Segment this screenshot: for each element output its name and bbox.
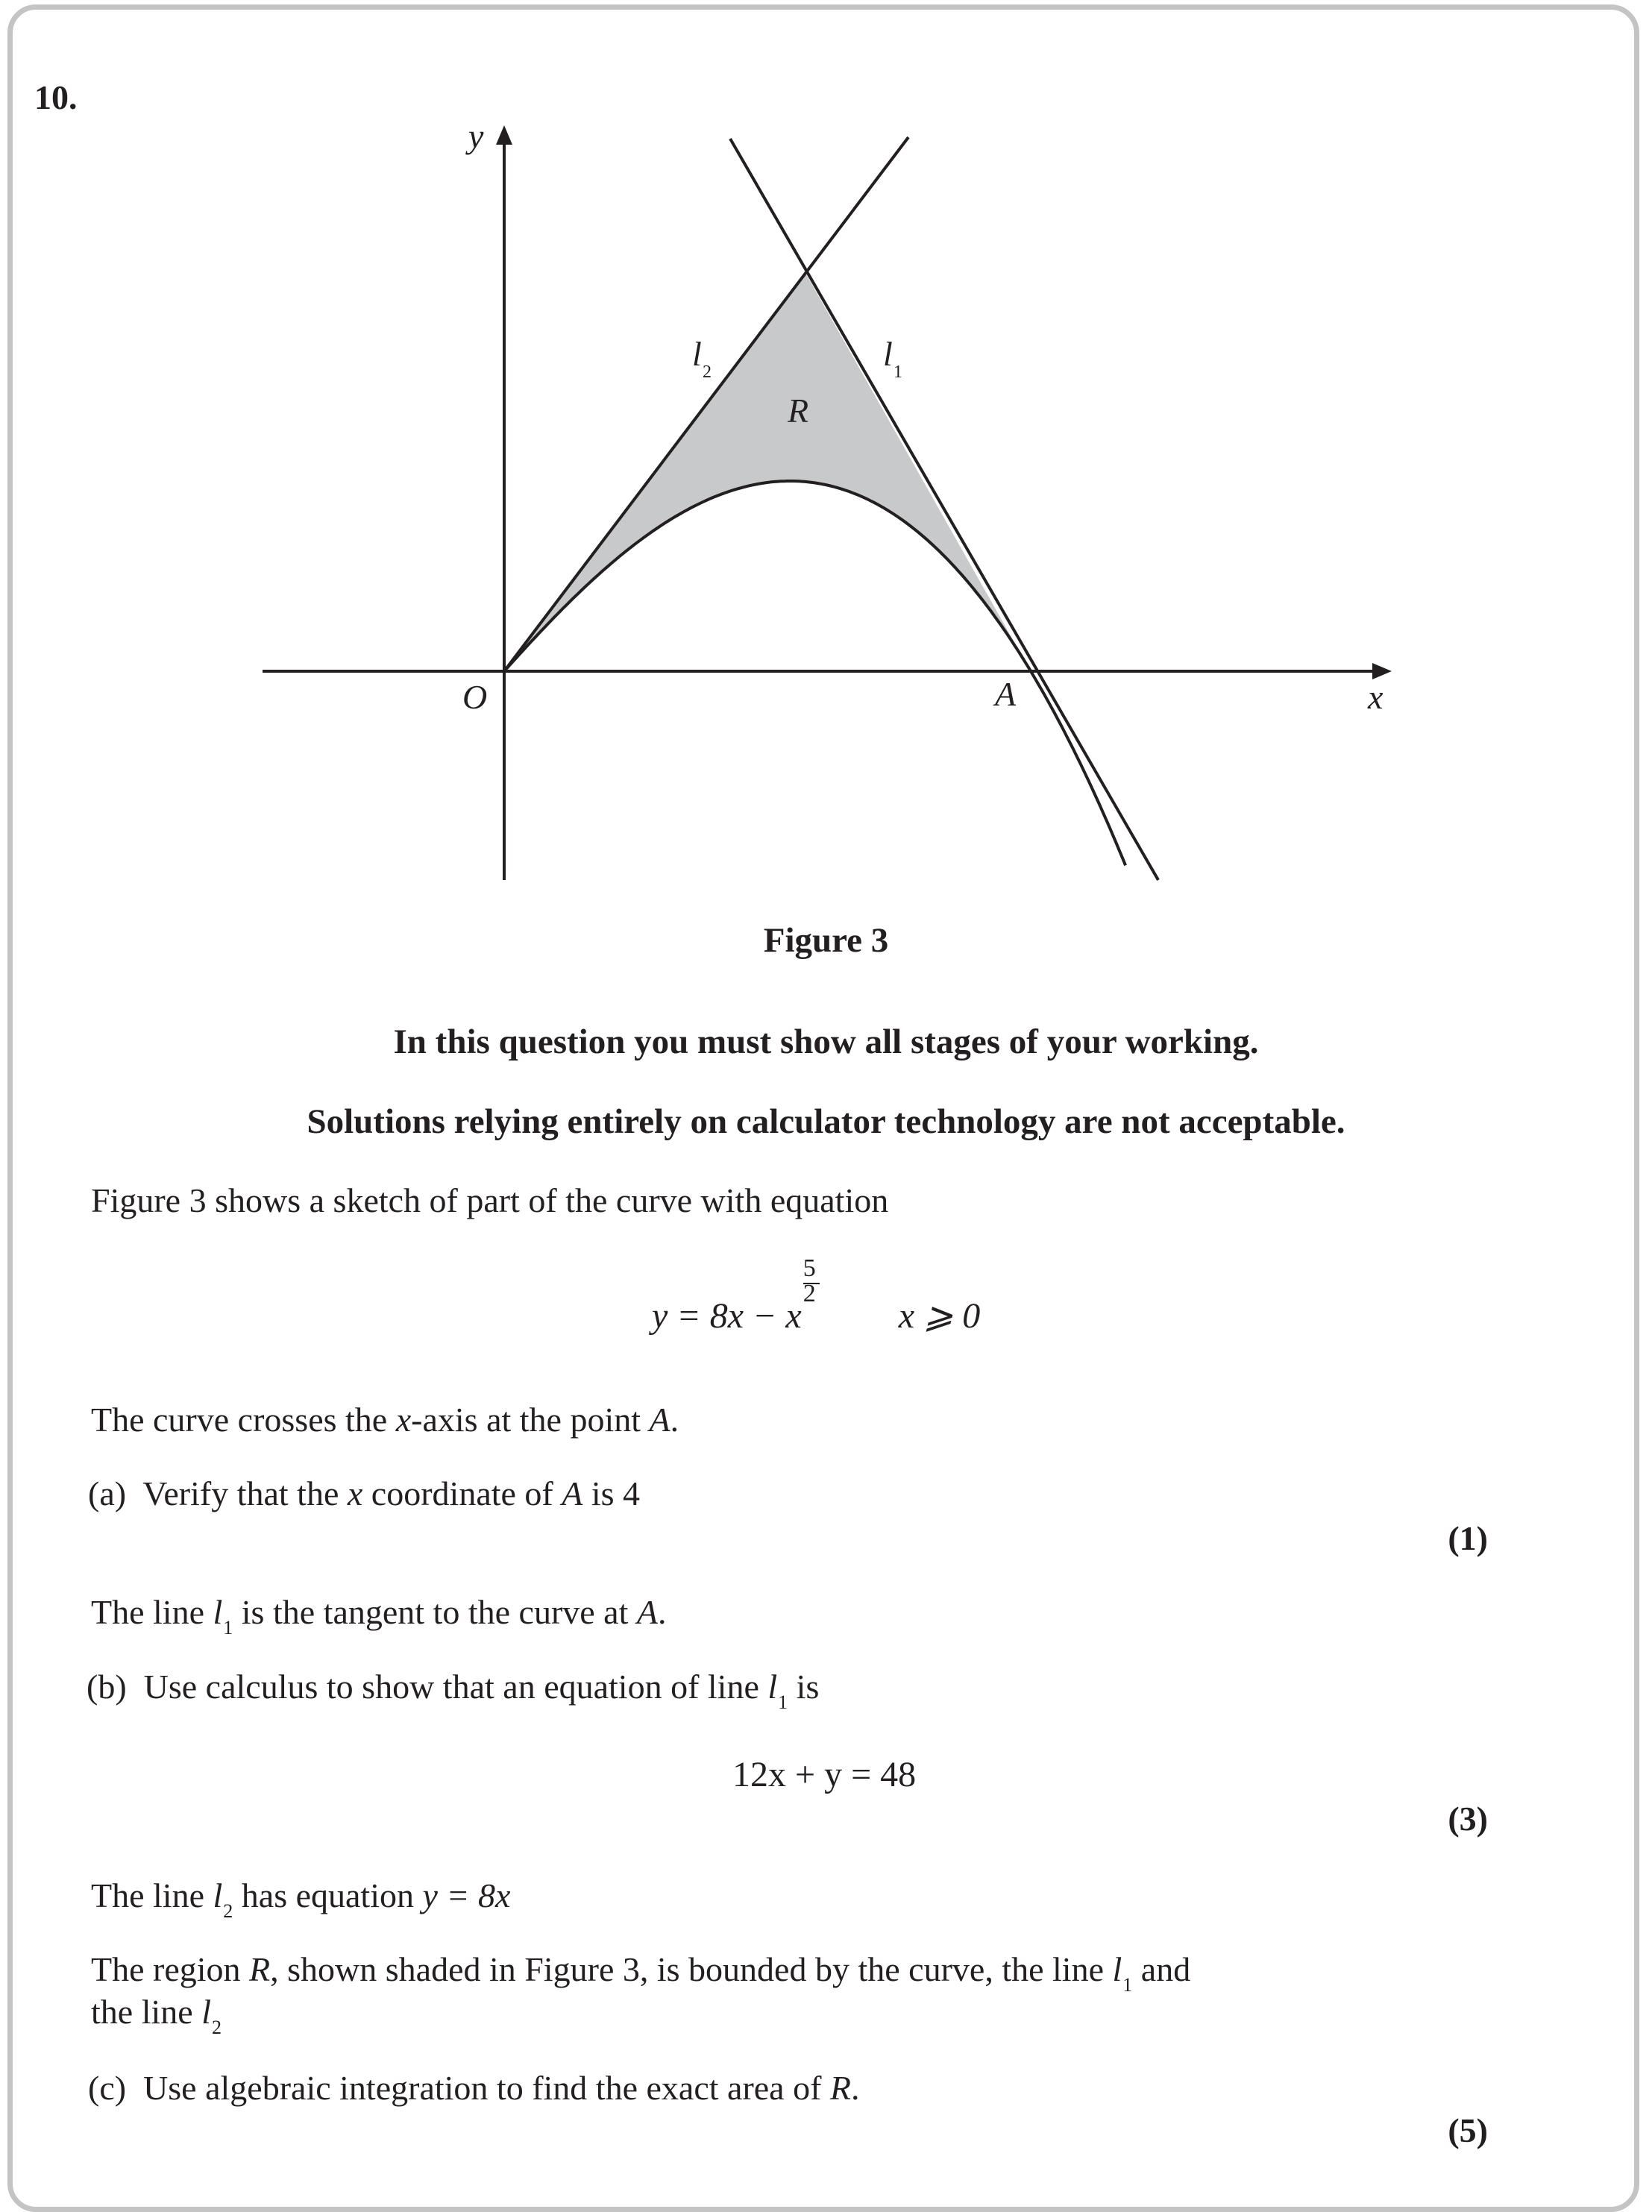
region-line2-pre: the line [91,1993,202,2031]
part-b-label: (b) [87,1668,127,1706]
origin-label: O [462,678,488,716]
part-c-end: . [851,2069,860,2107]
tangent-point: A [636,1593,658,1631]
curve-equation-lhs: y = 8x − x [652,1296,802,1336]
intro-text: Figure 3 shows a sketch of part of the curve with equation [91,1181,889,1219]
line2-l: l [213,1876,223,1914]
line2-equation: y = 8x [422,1876,511,1914]
line-l1-equation: 12x + y = 48 [732,1755,917,1794]
part-c-pre: Use algebraic integration to find the exact area of [143,2069,830,2107]
x-axis-arrow [1372,663,1392,679]
line2-text [91,1875,511,1922]
y-axis-label: y [468,117,484,155]
point-a-label: A [995,675,1017,713]
line-l2-label: l [692,335,702,373]
region-text-1 [91,1949,1191,1996]
tangent-sub: 1 [223,1617,233,1638]
part-c-marks: (5) [1448,2111,1488,2149]
part-a-marks: (1) [1448,1519,1488,1557]
crosses-text [91,1399,679,1440]
figure-caption: Figure 3 [763,921,889,960]
figure-3-sketch [0,0,1652,910]
region-r-label: R [788,392,809,430]
region-mid: , shown shaded in Figure 3, is bounded by the curve, the line [270,1950,1113,1988]
crosses-pre: The curve crosses the [91,1401,396,1439]
crosses-point: A [649,1401,670,1439]
curve [504,481,1125,865]
exponent-numerator: 5 [803,1254,816,1282]
region-l1: l [1112,1950,1122,1988]
region-text-2 [91,1991,222,2038]
tangent-end: . [658,1593,667,1631]
tangent-l: l [213,1593,223,1631]
part-b [87,1666,820,1713]
line2-pre: The line [91,1876,213,1914]
y-axis-arrow [496,125,512,145]
part-c [88,2067,860,2108]
region-r: R [249,1950,271,1988]
curve-equation-exponent [802,1254,823,1327]
x-axis-label: x [1368,678,1384,716]
part-a-var: x [347,1474,363,1512]
region-sub2: 2 [211,2017,222,2038]
line2-sub: 2 [223,1900,233,1922]
crosses-mid: -axis at the point [411,1401,650,1439]
crosses-var: x [395,1401,412,1439]
part-a-label: (a) [88,1474,127,1512]
part-b-l: l [767,1668,778,1706]
tangent-mid: is the tangent to the curve at [233,1593,637,1631]
part-a-mid: coordinate of [362,1474,562,1512]
line-l1 [730,139,1158,880]
part-a-point: A [562,1474,583,1512]
region-l2: l [201,1993,211,2031]
region-end: and [1132,1950,1191,1988]
line-l1-label: l [883,335,893,373]
tangent-pre: The line [91,1593,213,1631]
question-number: 10. [34,78,78,116]
tangent-text [91,1592,667,1638]
part-a-end: is 4 [582,1474,641,1512]
exponent-denominator: 2 [803,1280,816,1307]
curve-equation-condition: x ⩾ 0 [898,1296,981,1336]
line-l2-subscript: 2 [703,362,712,382]
part-c-label: (c) [88,2069,127,2107]
region-sub1: 1 [1122,1974,1133,1996]
instruction-calculator: Solutions relying entirely on calculator technology are not acceptable. [307,1102,1345,1141]
instruction-working: In this question you must show all stages of your working. [393,1022,1259,1061]
part-b-pre: Use calculus to show that an equation of line [143,1668,768,1706]
part-b-sub: 1 [778,1691,788,1713]
curve-equation [652,1254,981,1336]
part-b-end: is [788,1668,820,1706]
region-pre: The region [91,1950,250,1988]
part-a [88,1473,640,1514]
part-c-r: R [829,2069,852,2107]
line-l1-subscript: 1 [893,362,902,382]
part-b-marks: (3) [1448,1800,1488,1838]
part-a-pre: Verify that the [142,1474,348,1512]
crosses-end: . [670,1401,679,1439]
shaded-region-r [504,273,1031,671]
line2-mid: has equation [233,1876,423,1914]
